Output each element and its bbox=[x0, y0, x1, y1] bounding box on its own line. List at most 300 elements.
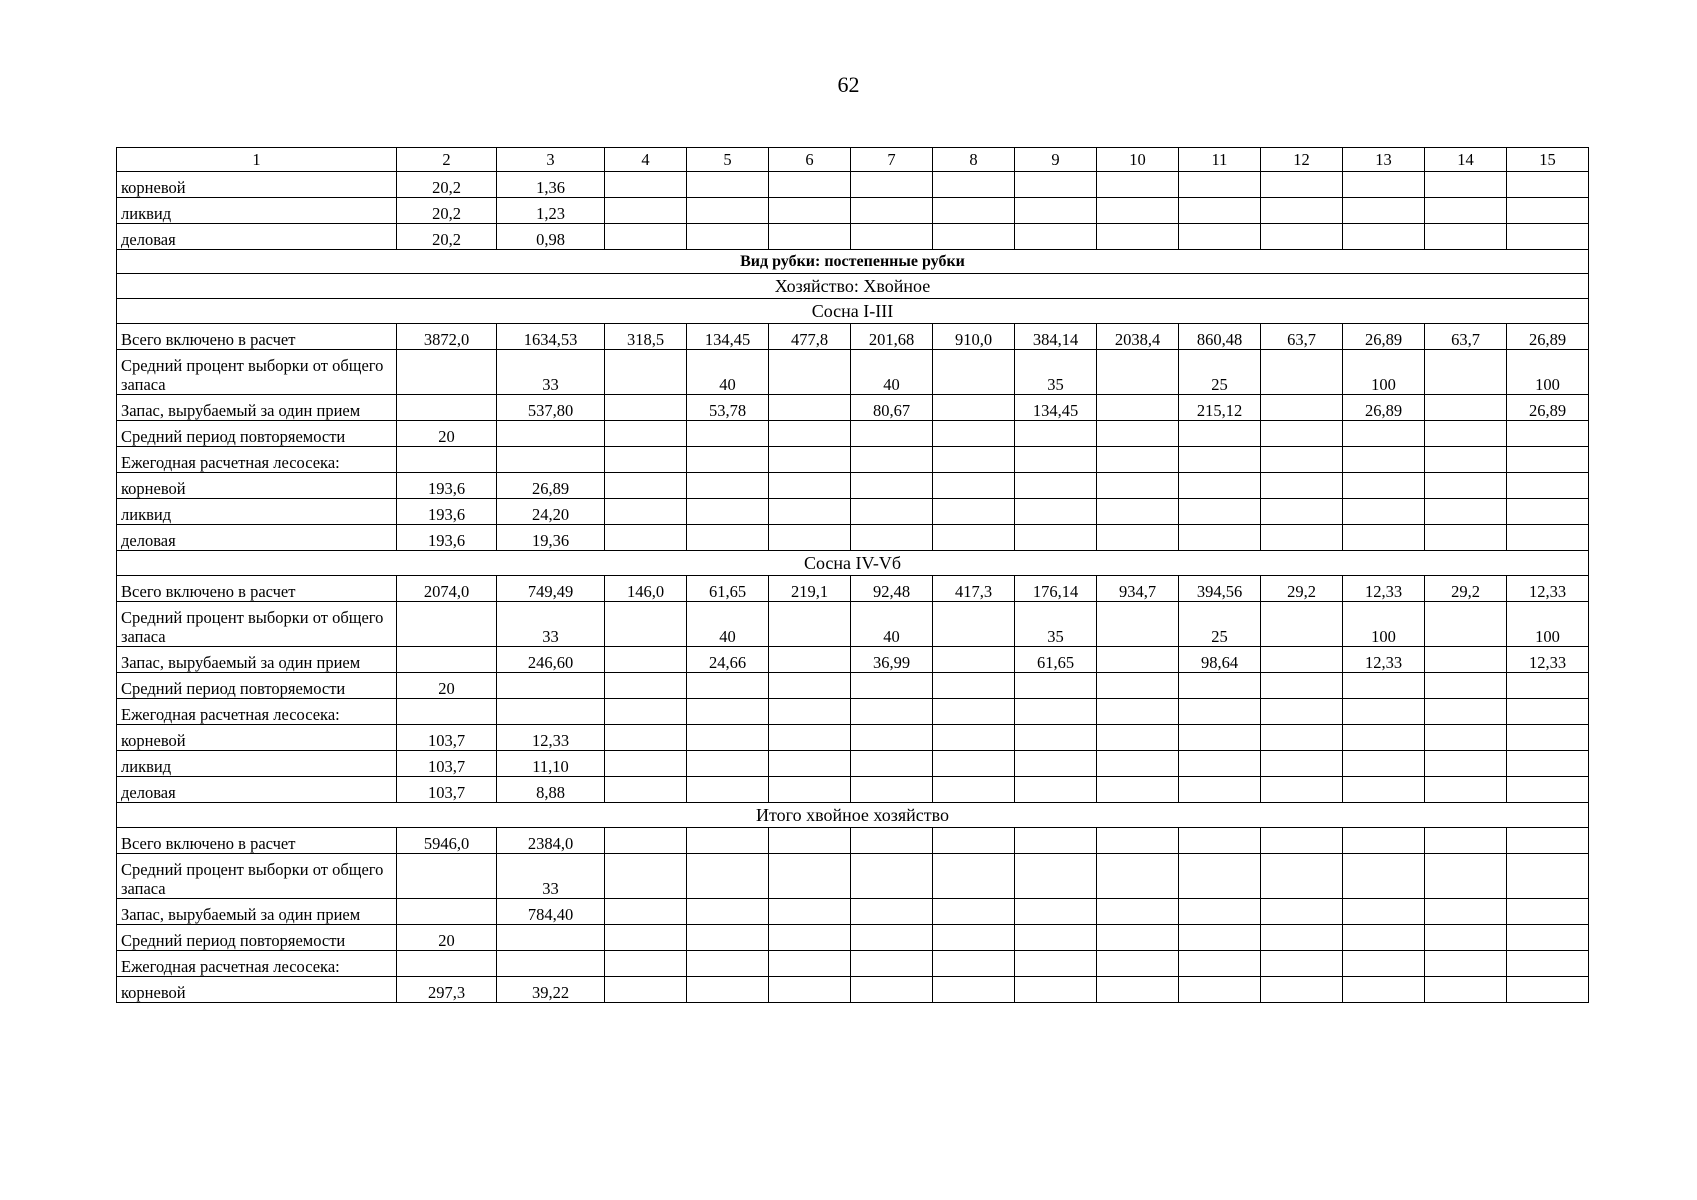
table-cell: 39,22 bbox=[497, 977, 605, 1003]
table-cell bbox=[1097, 473, 1179, 499]
table-cell: 61,65 bbox=[1015, 647, 1097, 673]
table-cell bbox=[1507, 828, 1589, 854]
table-cell bbox=[687, 899, 769, 925]
group-heading-row bbox=[117, 299, 1589, 324]
table-cell: 219,1 bbox=[769, 576, 851, 602]
table-cell: 25 bbox=[1179, 602, 1261, 647]
column-number: 2 bbox=[397, 148, 497, 172]
table-cell: 29,2 bbox=[1425, 576, 1507, 602]
table-cell: 5946,0 bbox=[397, 828, 497, 854]
table-cell bbox=[1015, 198, 1097, 224]
table-cell: 477,8 bbox=[769, 324, 851, 350]
row-label: Запас, вырубаемый за один прием bbox=[117, 899, 397, 925]
table-cell bbox=[1507, 951, 1589, 977]
table-cell bbox=[1261, 977, 1343, 1003]
table-row bbox=[117, 699, 1589, 725]
table-cell bbox=[1343, 499, 1425, 525]
table-cell bbox=[769, 828, 851, 854]
table-cell bbox=[1425, 699, 1507, 725]
row-label: Запас, вырубаемый за один прием bbox=[117, 647, 397, 673]
table-cell: 12,33 bbox=[1343, 647, 1425, 673]
table-cell bbox=[1097, 977, 1179, 1003]
column-number: 5 bbox=[687, 148, 769, 172]
table-cell bbox=[605, 828, 687, 854]
group-heading: Итого хвойное хозяйство bbox=[117, 803, 1589, 828]
table-cell bbox=[1015, 421, 1097, 447]
table-cell bbox=[687, 198, 769, 224]
table-cell bbox=[1015, 525, 1097, 551]
table-cell bbox=[1097, 899, 1179, 925]
table-cell bbox=[1425, 777, 1507, 803]
table-cell bbox=[1343, 525, 1425, 551]
table-cell: 33 bbox=[497, 350, 605, 395]
economy-heading: Хозяйство: Хвойное bbox=[117, 274, 1589, 299]
table-cell bbox=[1343, 473, 1425, 499]
table-cell bbox=[1179, 499, 1261, 525]
table-cell: 98,64 bbox=[1179, 647, 1261, 673]
table-cell bbox=[769, 447, 851, 473]
table-cell bbox=[769, 473, 851, 499]
table-cell bbox=[1507, 899, 1589, 925]
table-cell bbox=[851, 224, 933, 250]
table-cell bbox=[851, 925, 933, 951]
table-cell: 26,89 bbox=[1507, 395, 1589, 421]
table-row bbox=[117, 473, 1589, 499]
table-cell bbox=[1425, 224, 1507, 250]
table-cell bbox=[933, 499, 1015, 525]
table-cell bbox=[933, 977, 1015, 1003]
column-number: 12 bbox=[1261, 148, 1343, 172]
table-cell: 19,36 bbox=[497, 525, 605, 551]
table-cell: 297,3 bbox=[397, 977, 497, 1003]
table-cell: 100 bbox=[1343, 350, 1425, 395]
table-cell bbox=[769, 525, 851, 551]
table-cell bbox=[851, 673, 933, 699]
table-cell bbox=[1507, 198, 1589, 224]
table-cell: 26,89 bbox=[1507, 324, 1589, 350]
table-cell bbox=[497, 673, 605, 699]
table-cell bbox=[1425, 447, 1507, 473]
table-cell bbox=[1507, 751, 1589, 777]
table-cell bbox=[1097, 777, 1179, 803]
table-cell bbox=[1425, 725, 1507, 751]
table-cell: 860,48 bbox=[1179, 324, 1261, 350]
table-cell: 20 bbox=[397, 421, 497, 447]
table-cell: 100 bbox=[1507, 350, 1589, 395]
table-cell bbox=[1507, 925, 1589, 951]
table-cell bbox=[1507, 421, 1589, 447]
table-cell bbox=[851, 198, 933, 224]
table-cell bbox=[1261, 673, 1343, 699]
table-cell bbox=[497, 699, 605, 725]
table-cell bbox=[769, 699, 851, 725]
column-number: 10 bbox=[1097, 148, 1179, 172]
table-cell bbox=[1261, 899, 1343, 925]
table-cell bbox=[1179, 751, 1261, 777]
row-label: Всего включено в расчет bbox=[117, 828, 397, 854]
group-heading-row bbox=[117, 551, 1589, 576]
table-cell: 146,0 bbox=[605, 576, 687, 602]
table-cell bbox=[1097, 951, 1179, 977]
table-cell bbox=[933, 525, 1015, 551]
table-cell bbox=[1343, 925, 1425, 951]
table-cell bbox=[1425, 899, 1507, 925]
table-cell: 12,33 bbox=[1343, 576, 1425, 602]
table-cell bbox=[605, 525, 687, 551]
table-row bbox=[117, 647, 1589, 673]
table-cell bbox=[1261, 224, 1343, 250]
table-cell: 749,49 bbox=[497, 576, 605, 602]
table-cell bbox=[1097, 854, 1179, 899]
table-cell bbox=[1343, 777, 1425, 803]
table-cell bbox=[1261, 350, 1343, 395]
table-cell bbox=[851, 525, 933, 551]
table-cell: 1634,53 bbox=[497, 324, 605, 350]
table-row bbox=[117, 673, 1589, 699]
table-cell bbox=[933, 828, 1015, 854]
table-cell bbox=[769, 751, 851, 777]
table-cell bbox=[497, 447, 605, 473]
table-cell bbox=[1015, 854, 1097, 899]
table-cell: 318,5 bbox=[605, 324, 687, 350]
table-cell bbox=[605, 602, 687, 647]
table-cell: 29,2 bbox=[1261, 576, 1343, 602]
table-cell bbox=[1097, 172, 1179, 198]
table-cell bbox=[687, 725, 769, 751]
table-cell bbox=[1261, 172, 1343, 198]
table-cell bbox=[933, 395, 1015, 421]
table-row bbox=[117, 324, 1589, 350]
table-cell bbox=[1015, 777, 1097, 803]
row-label: корневой bbox=[117, 725, 397, 751]
table-cell bbox=[933, 925, 1015, 951]
table-cell: 0,98 bbox=[497, 224, 605, 250]
table-cell bbox=[1015, 899, 1097, 925]
row-label: Средний процент выборки от общего запаса bbox=[117, 854, 397, 899]
table-cell bbox=[1015, 977, 1097, 1003]
table-cell: 80,67 bbox=[851, 395, 933, 421]
table-cell bbox=[687, 777, 769, 803]
table-cell bbox=[687, 951, 769, 977]
table-cell bbox=[1179, 172, 1261, 198]
table-cell bbox=[1425, 828, 1507, 854]
table-row bbox=[117, 925, 1589, 951]
table-cell bbox=[851, 473, 933, 499]
table-cell bbox=[1261, 751, 1343, 777]
table-cell: 537,80 bbox=[497, 395, 605, 421]
column-number: 8 bbox=[933, 148, 1015, 172]
table-cell bbox=[1179, 977, 1261, 1003]
table-cell bbox=[1015, 224, 1097, 250]
table-cell bbox=[1179, 699, 1261, 725]
table-cell bbox=[1261, 525, 1343, 551]
table-cell bbox=[1179, 725, 1261, 751]
table-cell bbox=[1507, 854, 1589, 899]
table-cell bbox=[497, 925, 605, 951]
table-cell: 25 bbox=[1179, 350, 1261, 395]
table-cell bbox=[687, 473, 769, 499]
table-row bbox=[117, 224, 1589, 250]
table-cell: 53,78 bbox=[687, 395, 769, 421]
table-cell: 63,7 bbox=[1425, 324, 1507, 350]
table-cell bbox=[397, 647, 497, 673]
table-cell bbox=[1179, 473, 1261, 499]
table-cell: 26,89 bbox=[497, 473, 605, 499]
table-cell bbox=[1261, 699, 1343, 725]
table-cell bbox=[605, 499, 687, 525]
table-cell: 12,33 bbox=[497, 725, 605, 751]
table-cell bbox=[605, 725, 687, 751]
economy-heading-row bbox=[117, 274, 1589, 299]
table-cell bbox=[769, 647, 851, 673]
table-cell bbox=[397, 854, 497, 899]
table-cell bbox=[397, 699, 497, 725]
table-cell: 193,6 bbox=[397, 525, 497, 551]
table-cell bbox=[687, 447, 769, 473]
table-cell bbox=[687, 224, 769, 250]
table-cell bbox=[1015, 751, 1097, 777]
table-cell bbox=[687, 854, 769, 899]
table-cell: 20 bbox=[397, 673, 497, 699]
table-cell: 24,20 bbox=[497, 499, 605, 525]
table-cell bbox=[933, 725, 1015, 751]
table-cell bbox=[933, 421, 1015, 447]
table-cell: 2038,4 bbox=[1097, 324, 1179, 350]
table-cell bbox=[1015, 499, 1097, 525]
table-cell bbox=[1425, 673, 1507, 699]
table-cell bbox=[769, 777, 851, 803]
table-cell bbox=[933, 647, 1015, 673]
table-row bbox=[117, 751, 1589, 777]
table-cell bbox=[769, 925, 851, 951]
table-row bbox=[117, 854, 1589, 899]
table-cell: 92,48 bbox=[851, 576, 933, 602]
table-cell: 417,3 bbox=[933, 576, 1015, 602]
table-cell bbox=[1425, 647, 1507, 673]
row-label: Средний период повторяемости bbox=[117, 421, 397, 447]
table-cell bbox=[605, 673, 687, 699]
table-cell: 2384,0 bbox=[497, 828, 605, 854]
table-cell: 12,33 bbox=[1507, 647, 1589, 673]
row-label: Средний процент выборки от общего запаса bbox=[117, 350, 397, 395]
table-cell bbox=[1343, 699, 1425, 725]
table-cell bbox=[1097, 699, 1179, 725]
table-cell bbox=[605, 172, 687, 198]
table-cell bbox=[605, 899, 687, 925]
table-cell bbox=[497, 421, 605, 447]
table-cell bbox=[1179, 198, 1261, 224]
table-cell bbox=[1179, 224, 1261, 250]
table-cell: 24,66 bbox=[687, 647, 769, 673]
row-label: ликвид bbox=[117, 751, 397, 777]
table-cell bbox=[851, 854, 933, 899]
table-cell: 176,14 bbox=[1015, 576, 1097, 602]
table-cell: 8,88 bbox=[497, 777, 605, 803]
table-cell: 103,7 bbox=[397, 751, 497, 777]
table-cell bbox=[1425, 395, 1507, 421]
table-cell bbox=[605, 977, 687, 1003]
table-cell bbox=[1261, 473, 1343, 499]
table-cell bbox=[687, 499, 769, 525]
column-number: 13 bbox=[1343, 148, 1425, 172]
row-label: деловая bbox=[117, 777, 397, 803]
table-cell bbox=[605, 473, 687, 499]
calculation-table bbox=[116, 147, 1589, 1003]
cutting-type-heading-row bbox=[117, 250, 1589, 274]
table-cell bbox=[851, 447, 933, 473]
table-cell bbox=[1425, 602, 1507, 647]
table-cell: 103,7 bbox=[397, 725, 497, 751]
table-cell bbox=[1015, 447, 1097, 473]
table-cell bbox=[605, 447, 687, 473]
table-cell: 784,40 bbox=[497, 899, 605, 925]
table-cell bbox=[933, 198, 1015, 224]
table-cell bbox=[769, 499, 851, 525]
table-cell bbox=[605, 350, 687, 395]
table-cell bbox=[933, 751, 1015, 777]
table-cell bbox=[1097, 198, 1179, 224]
row-label: Запас, вырубаемый за один прием bbox=[117, 395, 397, 421]
row-label: Ежегодная расчетная лесосека: bbox=[117, 699, 397, 725]
table-cell bbox=[1343, 828, 1425, 854]
table-cell bbox=[1261, 395, 1343, 421]
table-cell bbox=[1261, 828, 1343, 854]
table-cell bbox=[1261, 421, 1343, 447]
table-cell bbox=[605, 854, 687, 899]
table-cell bbox=[1097, 499, 1179, 525]
table-cell bbox=[397, 602, 497, 647]
table-cell bbox=[933, 854, 1015, 899]
table-cell bbox=[1261, 447, 1343, 473]
table-cell bbox=[1507, 224, 1589, 250]
table-row bbox=[117, 602, 1589, 647]
table-cell bbox=[1425, 172, 1507, 198]
table-cell bbox=[769, 395, 851, 421]
table-cell bbox=[1425, 977, 1507, 1003]
row-label: деловая bbox=[117, 525, 397, 551]
table-cell bbox=[605, 421, 687, 447]
table-cell bbox=[1507, 977, 1589, 1003]
column-number: 15 bbox=[1507, 148, 1589, 172]
table-cell bbox=[769, 899, 851, 925]
table-cell: 40 bbox=[851, 602, 933, 647]
table-cell bbox=[1015, 951, 1097, 977]
table-row bbox=[117, 777, 1589, 803]
table-cell bbox=[1015, 925, 1097, 951]
table-cell bbox=[1015, 699, 1097, 725]
table-cell bbox=[1343, 673, 1425, 699]
table-cell bbox=[1261, 499, 1343, 525]
table-cell bbox=[769, 172, 851, 198]
table-cell: 20,2 bbox=[397, 198, 497, 224]
table-cell bbox=[1343, 899, 1425, 925]
table-cell bbox=[1097, 725, 1179, 751]
table-cell bbox=[1507, 699, 1589, 725]
table-cell bbox=[1343, 751, 1425, 777]
table-cell bbox=[1343, 198, 1425, 224]
table-cell bbox=[397, 350, 497, 395]
table-cell bbox=[1507, 447, 1589, 473]
table-cell bbox=[769, 951, 851, 977]
table-cell bbox=[1097, 525, 1179, 551]
table-cell bbox=[1425, 951, 1507, 977]
row-label: Ежегодная расчетная лесосека: bbox=[117, 951, 397, 977]
table-cell: 61,65 bbox=[687, 576, 769, 602]
table-cell bbox=[851, 977, 933, 1003]
table-row bbox=[117, 899, 1589, 925]
table-cell: 384,14 bbox=[1015, 324, 1097, 350]
table-cell: 36,99 bbox=[851, 647, 933, 673]
table-cell bbox=[933, 447, 1015, 473]
table-cell bbox=[851, 828, 933, 854]
row-label: ликвид bbox=[117, 499, 397, 525]
table-cell bbox=[1179, 777, 1261, 803]
table-cell bbox=[687, 525, 769, 551]
header-row bbox=[117, 148, 1589, 172]
table-cell bbox=[687, 699, 769, 725]
row-label: Ежегодная расчетная лесосека: bbox=[117, 447, 397, 473]
table-cell bbox=[1179, 421, 1261, 447]
table-cell bbox=[1261, 951, 1343, 977]
table-cell bbox=[605, 925, 687, 951]
column-number: 7 bbox=[851, 148, 933, 172]
table-row bbox=[117, 725, 1589, 751]
table-cell: 193,6 bbox=[397, 499, 497, 525]
table-cell bbox=[1179, 673, 1261, 699]
table-cell: 100 bbox=[1343, 602, 1425, 647]
row-label: Всего включено в расчет bbox=[117, 324, 397, 350]
table-cell bbox=[397, 951, 497, 977]
table-row bbox=[117, 198, 1589, 224]
row-label: Всего включено в расчет bbox=[117, 576, 397, 602]
table-cell bbox=[769, 602, 851, 647]
table-row bbox=[117, 499, 1589, 525]
table-cell bbox=[1179, 854, 1261, 899]
row-label: деловая bbox=[117, 224, 397, 250]
table-cell: 33 bbox=[497, 602, 605, 647]
table-cell bbox=[933, 899, 1015, 925]
table-cell bbox=[933, 224, 1015, 250]
table-cell: 3872,0 bbox=[397, 324, 497, 350]
table-cell bbox=[1343, 977, 1425, 1003]
table-cell bbox=[1343, 951, 1425, 977]
table-cell bbox=[605, 777, 687, 803]
table-cell bbox=[933, 699, 1015, 725]
table-cell bbox=[687, 172, 769, 198]
table-cell: 40 bbox=[687, 602, 769, 647]
table-cell bbox=[1097, 673, 1179, 699]
table-cell bbox=[933, 473, 1015, 499]
table-cell bbox=[1261, 777, 1343, 803]
table-cell bbox=[851, 951, 933, 977]
row-label: Средний период повторяемости bbox=[117, 673, 397, 699]
table-row bbox=[117, 350, 1589, 395]
table-cell bbox=[605, 699, 687, 725]
table-cell: 2074,0 bbox=[397, 576, 497, 602]
group-heading: Сосна I-III bbox=[117, 299, 1589, 324]
table-cell bbox=[1261, 647, 1343, 673]
table-cell bbox=[687, 925, 769, 951]
table-cell bbox=[1507, 473, 1589, 499]
table-row bbox=[117, 447, 1589, 473]
table-cell bbox=[1507, 673, 1589, 699]
table-cell bbox=[1097, 447, 1179, 473]
page-number: 62 bbox=[837, 72, 860, 97]
table-cell bbox=[1507, 725, 1589, 751]
table-cell bbox=[851, 421, 933, 447]
table-cell: 20,2 bbox=[397, 172, 497, 198]
table-cell: 35 bbox=[1015, 350, 1097, 395]
